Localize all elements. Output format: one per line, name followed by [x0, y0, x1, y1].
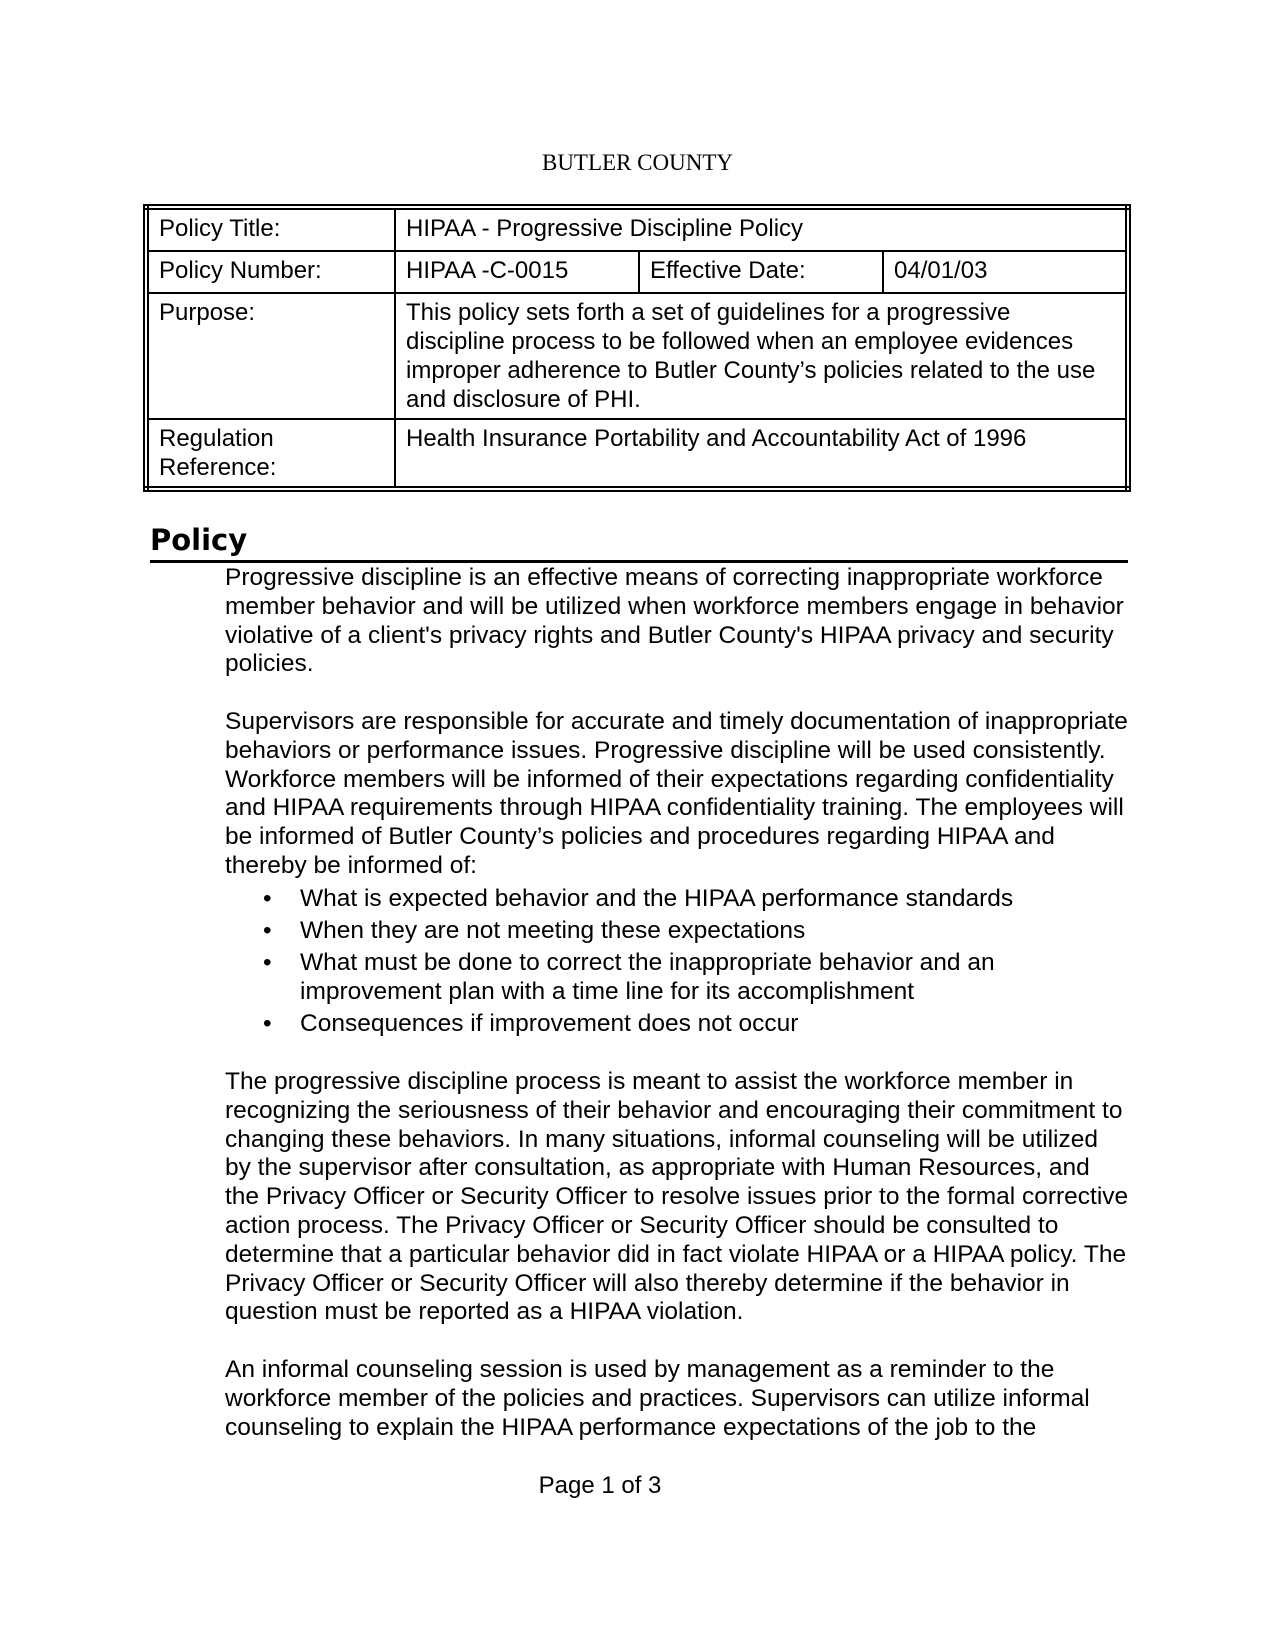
paragraph-process-purpose: The progressive discipline process is meant to assist the workforce member in recognizing the seriousness of their behavior and encouraging their commitment to changing these behaviors. In many situations, informal counseling will be utilized by the supervisor after consultation, as appropriate with Human Resources, and the Privacy Officer or Security Officer to resolve issues prior to the formal corrective action process. The Privacy Officer or Security Officer should be consulted to determine that a particular behavior did in fact violate HIPAA or a HIPAA policy. The Privacy Officer or Security Officer will also thereby determine if the behavior in question must be reported as a HIPAA violation. — [225, 1068, 1129, 1326]
paragraph-supervisors: Supervisors are responsible for accurate and timely documentation of inappropriate behaviors or performance issues. Progressive discipline will be used consistently. Workforce members will be informed of their expectations regarding confidentiality and HIPAA requirements through HIPAA confidentiality training. The employees will be informed of Butler County’s policies and procedures regarding HIPAA and thereby be informed of: — [225, 707, 1128, 879]
list-item-text: What is expected behavior and the HIPAA performance standards — [300, 884, 1014, 912]
policy-body — [225, 564, 1130, 1442]
list-item — [225, 917, 1130, 946]
list-item — [225, 949, 1130, 1007]
bullet-icon: • — [263, 949, 272, 977]
bullet-icon: • — [263, 1010, 272, 1038]
list-item-text: What must be done to correct the inappropriate behavior and an improvement plan with a time line for its accomplishment — [300, 949, 995, 1006]
policy-title-label: Policy Title: — [146, 207, 395, 251]
policy-number-label: Policy Number: — [146, 251, 395, 293]
paragraph-informal-counseling: An informal counseling session is used by management as a reminder to the workforce member of the policies and practices. Supervisors can utilize informal counseling to explain the HIPAA performance expectations of the job to the — [225, 1356, 1090, 1441]
regulation-row — [146, 419, 1128, 489]
purpose-row — [146, 293, 1128, 419]
organization-title: BUTLER COUNTY — [541, 150, 734, 175]
policy-title-value: HIPAA - Progressive Discipline Policy — [395, 207, 1128, 251]
expectations-list — [225, 885, 1130, 1039]
list-item-text: When they are not meeting these expectations — [300, 917, 806, 945]
purpose-value: This policy sets forth a set of guidelines for a progressive discipline process to be followed when an employee evidences improper adherence to Butler County’s policies related to the use and disclosure of PHI. — [395, 293, 1128, 419]
effective-date-label: Effective Date: — [639, 251, 883, 293]
policy-section-heading: Policy — [150, 522, 1128, 563]
policy-number-row — [146, 251, 1128, 293]
policy-info-table — [143, 204, 1131, 492]
policy-title-row — [146, 207, 1128, 251]
effective-date-value: 04/01/03 — [883, 251, 1128, 293]
policy-number-value: HIPAA -C-0015 — [395, 251, 639, 293]
purpose-label: Purpose: — [146, 293, 395, 419]
list-item — [225, 1010, 1130, 1039]
bullet-icon: • — [263, 884, 272, 912]
list-item-text: Consequences if improvement does not occur — [300, 1010, 799, 1038]
list-item — [225, 885, 1130, 914]
bullet-icon: • — [263, 917, 272, 945]
regulation-value: Health Insurance Portability and Accountability Act of 1996 — [395, 419, 1128, 489]
regulation-label: Regulation Reference: — [146, 419, 395, 489]
paragraph-progressive-discipline: Progressive discipline is an effective means of correcting inappropriate workforce member behavior and will be utilized when workforce members engage in behavior violative of a client's privacy rights and Butler County's HIPAA privacy and security policies. — [225, 564, 1124, 678]
page-number: Page 1 of 3 — [538, 1472, 662, 1499]
